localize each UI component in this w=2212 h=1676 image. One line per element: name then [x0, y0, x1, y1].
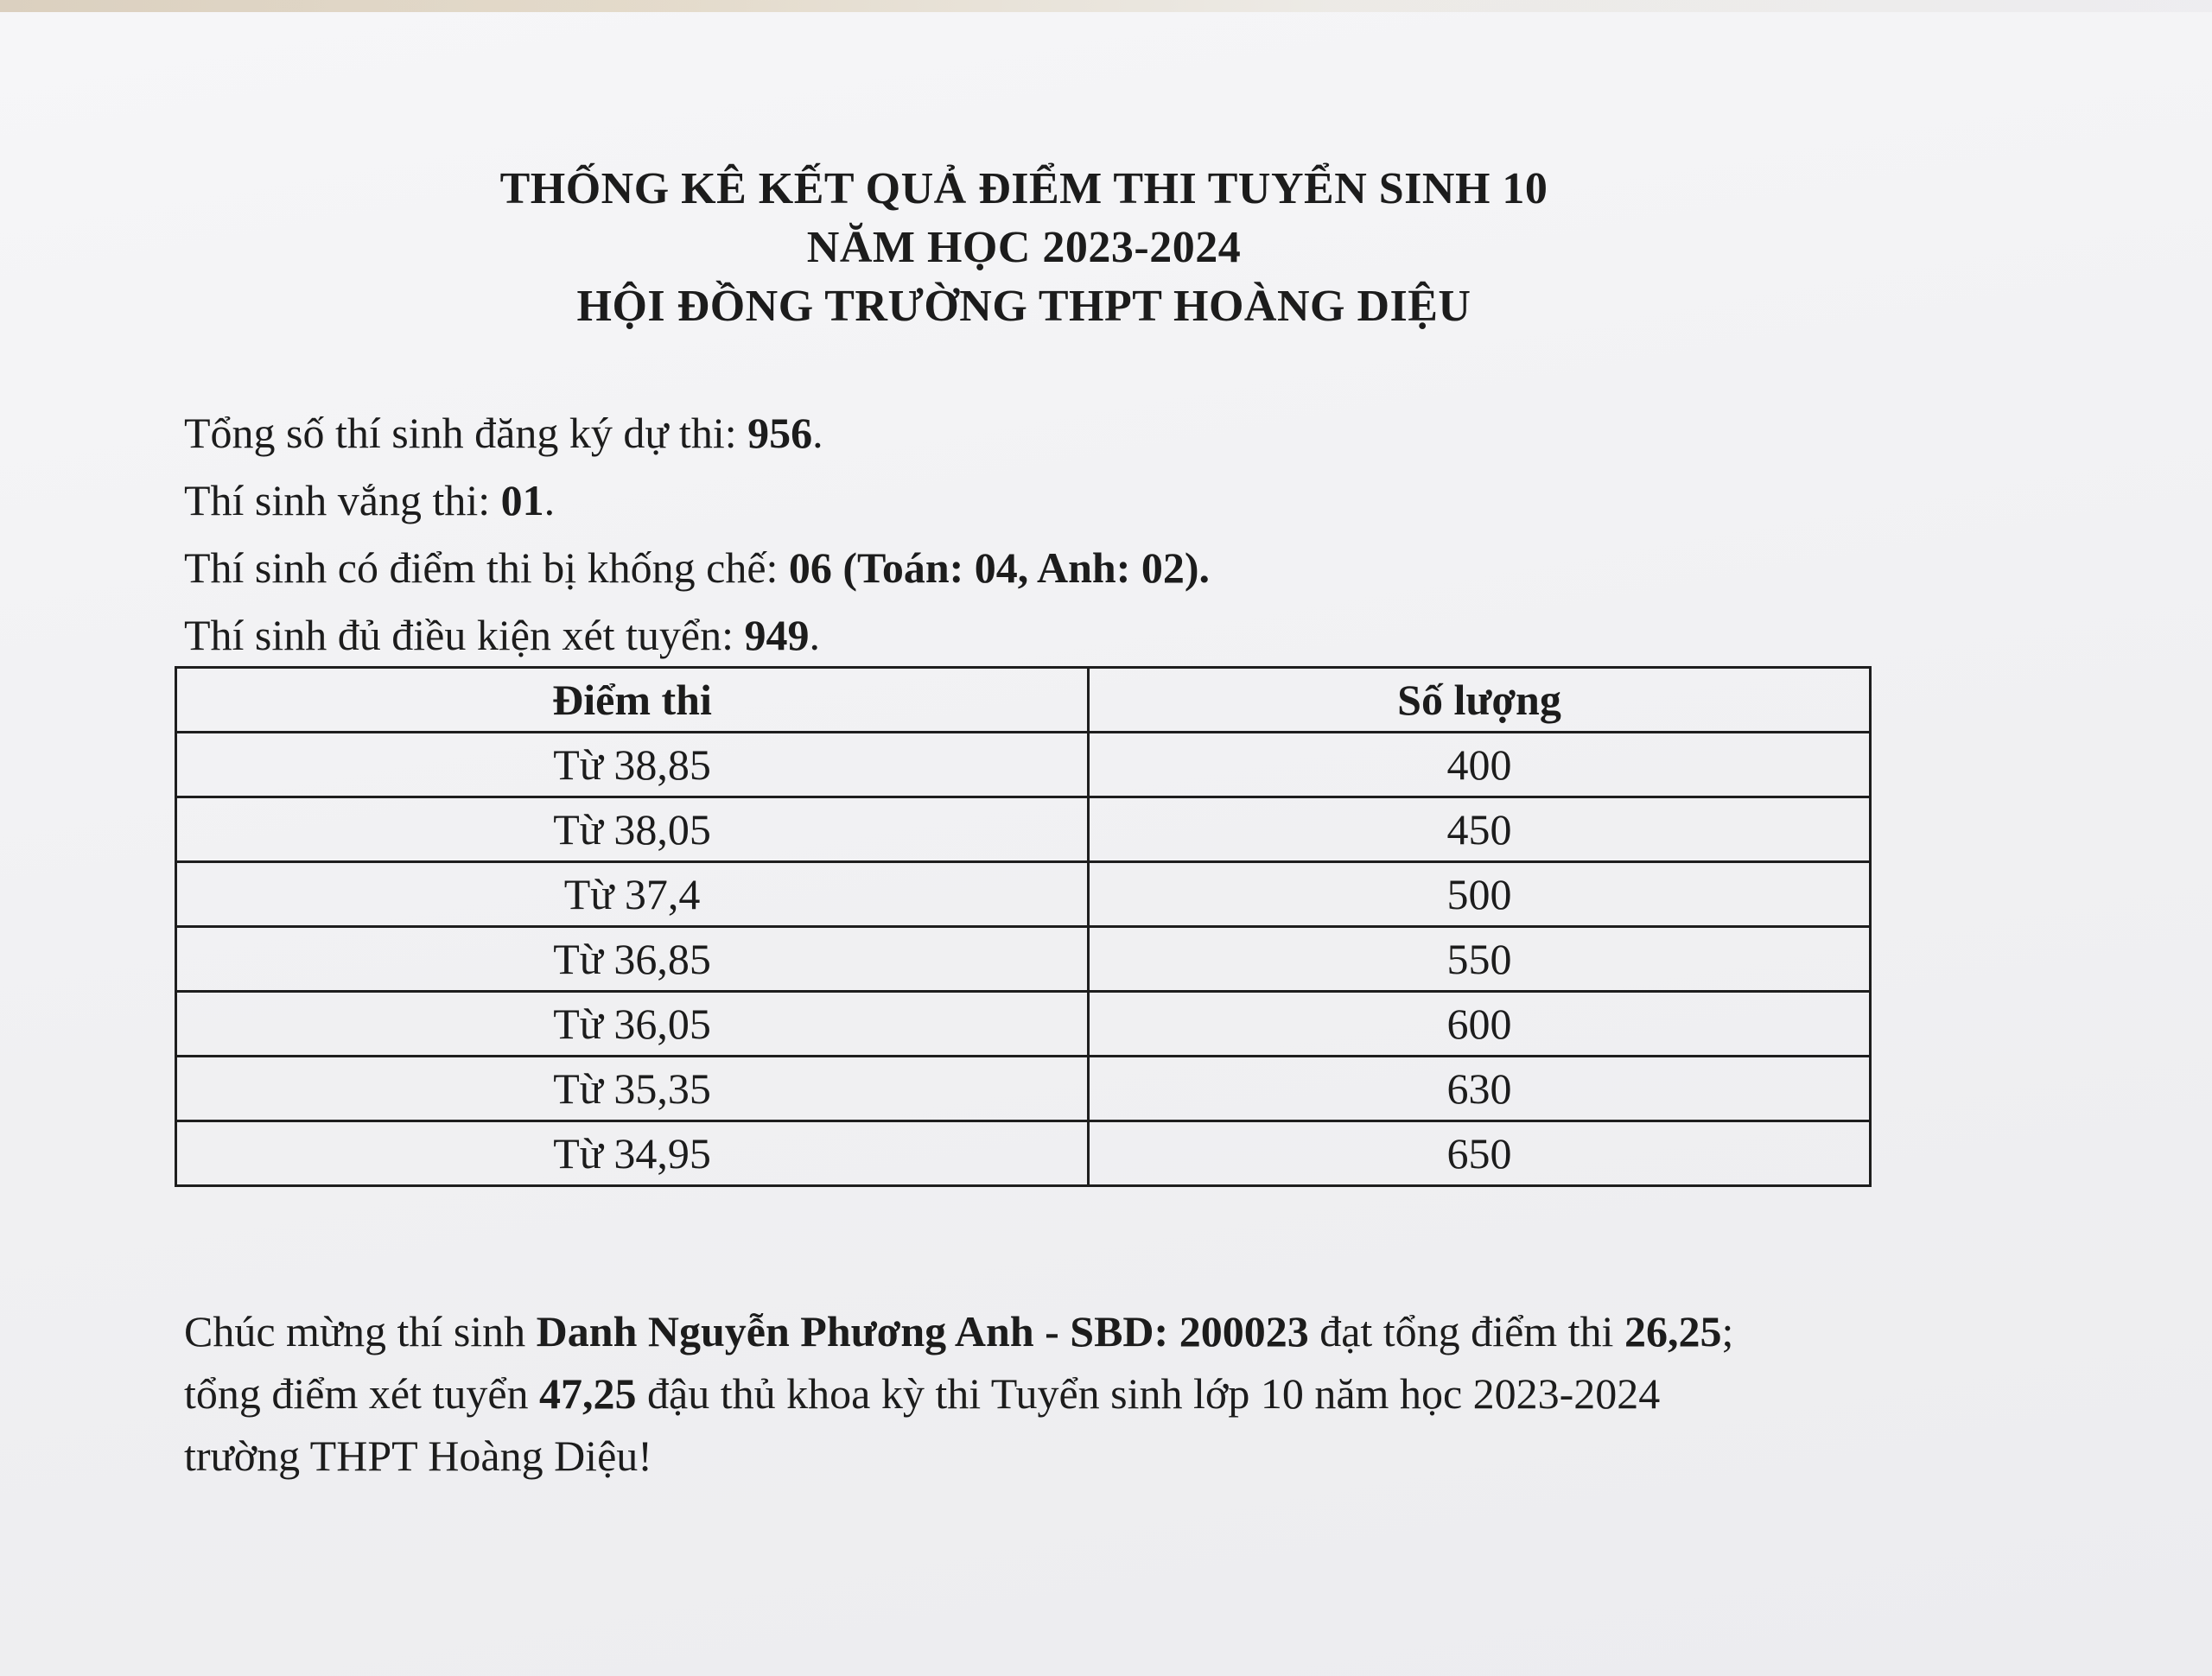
capped-label: Thí sinh có điểm thi bị khống chế:	[184, 543, 789, 592]
document-title	[0, 160, 2048, 336]
admission-total-score: 47,25	[539, 1369, 637, 1418]
header-count: Số lượng	[1089, 668, 1871, 733]
capped-line	[184, 534, 1210, 601]
table-row	[176, 992, 1871, 1057]
eligible-line	[184, 601, 1210, 669]
count-cell: 600	[1089, 992, 1871, 1057]
score-cell: Từ 38,85	[176, 733, 1089, 797]
count-cell: 650	[1089, 1121, 1871, 1186]
score-cell: Từ 36,05	[176, 992, 1089, 1057]
capped-value: 06 (Toán: 04, Anh: 02).	[788, 543, 1211, 592]
count-cell: 500	[1089, 862, 1871, 927]
registered-label: Tổng số thí sinh đăng ký dự thi:	[184, 409, 748, 457]
count-cell: 450	[1089, 797, 1871, 862]
score-cell: Từ 36,85	[176, 927, 1089, 992]
background-edge	[0, 0, 2212, 12]
table-row	[176, 1121, 1871, 1186]
congrats-line-1	[184, 1300, 2042, 1362]
congrats-text: đậu thủ khoa kỳ thi Tuyển sinh lớp 10 năm học 2023-2024	[636, 1369, 1661, 1418]
score-cell: Từ 38,05	[176, 797, 1089, 862]
header-score: Điểm thi	[176, 668, 1089, 733]
congrats-text: ;	[1721, 1307, 1734, 1355]
congratulations-paragraph	[184, 1300, 2042, 1487]
absent-end: .	[543, 476, 556, 524]
summary-info	[184, 399, 1210, 669]
table-row	[176, 862, 1871, 927]
congrats-text: Chúc mừng thí sinh	[184, 1307, 537, 1355]
count-cell: 630	[1089, 1057, 1871, 1121]
score-cell: Từ 34,95	[176, 1121, 1089, 1186]
absent-line	[184, 467, 1210, 534]
absent-label: Thí sinh vắng thi:	[184, 476, 501, 524]
absent-value: 01	[500, 476, 544, 524]
score-cell: Từ 35,35	[176, 1057, 1089, 1121]
title-line-2: NĂM HỌC 2023-2024	[806, 223, 1242, 272]
title-line-3: HỘI ĐỒNG TRƯỜNG THPT HOÀNG DIỆU	[576, 282, 1471, 331]
table-header-row	[176, 668, 1871, 733]
table-row	[176, 797, 1871, 862]
title-line-1: THỐNG KÊ KẾT QUẢ ĐIỂM THI TUYỂN SINH 10	[499, 164, 1548, 213]
table-row	[176, 733, 1871, 797]
table-row	[176, 927, 1871, 992]
registered-value: 956	[747, 409, 813, 457]
eligible-label: Thí sinh đủ điều kiện xét tuyển:	[184, 611, 745, 659]
registered-line	[184, 399, 1210, 467]
count-cell: 550	[1089, 927, 1871, 992]
count-cell: 400	[1089, 733, 1871, 797]
congrats-line-2	[184, 1362, 2042, 1425]
score-table	[175, 666, 1872, 1187]
score-cell: Từ 37,4	[176, 862, 1089, 927]
eligible-value: 949	[744, 611, 810, 659]
registered-end: .	[812, 409, 823, 457]
congrats-line-3: trường THPT Hoàng Diệu!	[184, 1432, 652, 1480]
eligible-end: .	[809, 611, 821, 659]
congrats-text: đạt tổng điểm thi	[1308, 1307, 1624, 1355]
top-student-name: Danh Nguyễn Phương Anh - SBD: 200023	[536, 1307, 1309, 1355]
table-row	[176, 1057, 1871, 1121]
congrats-text: tổng điểm xét tuyển	[184, 1369, 540, 1418]
exam-total-score: 26,25	[1624, 1307, 1722, 1355]
